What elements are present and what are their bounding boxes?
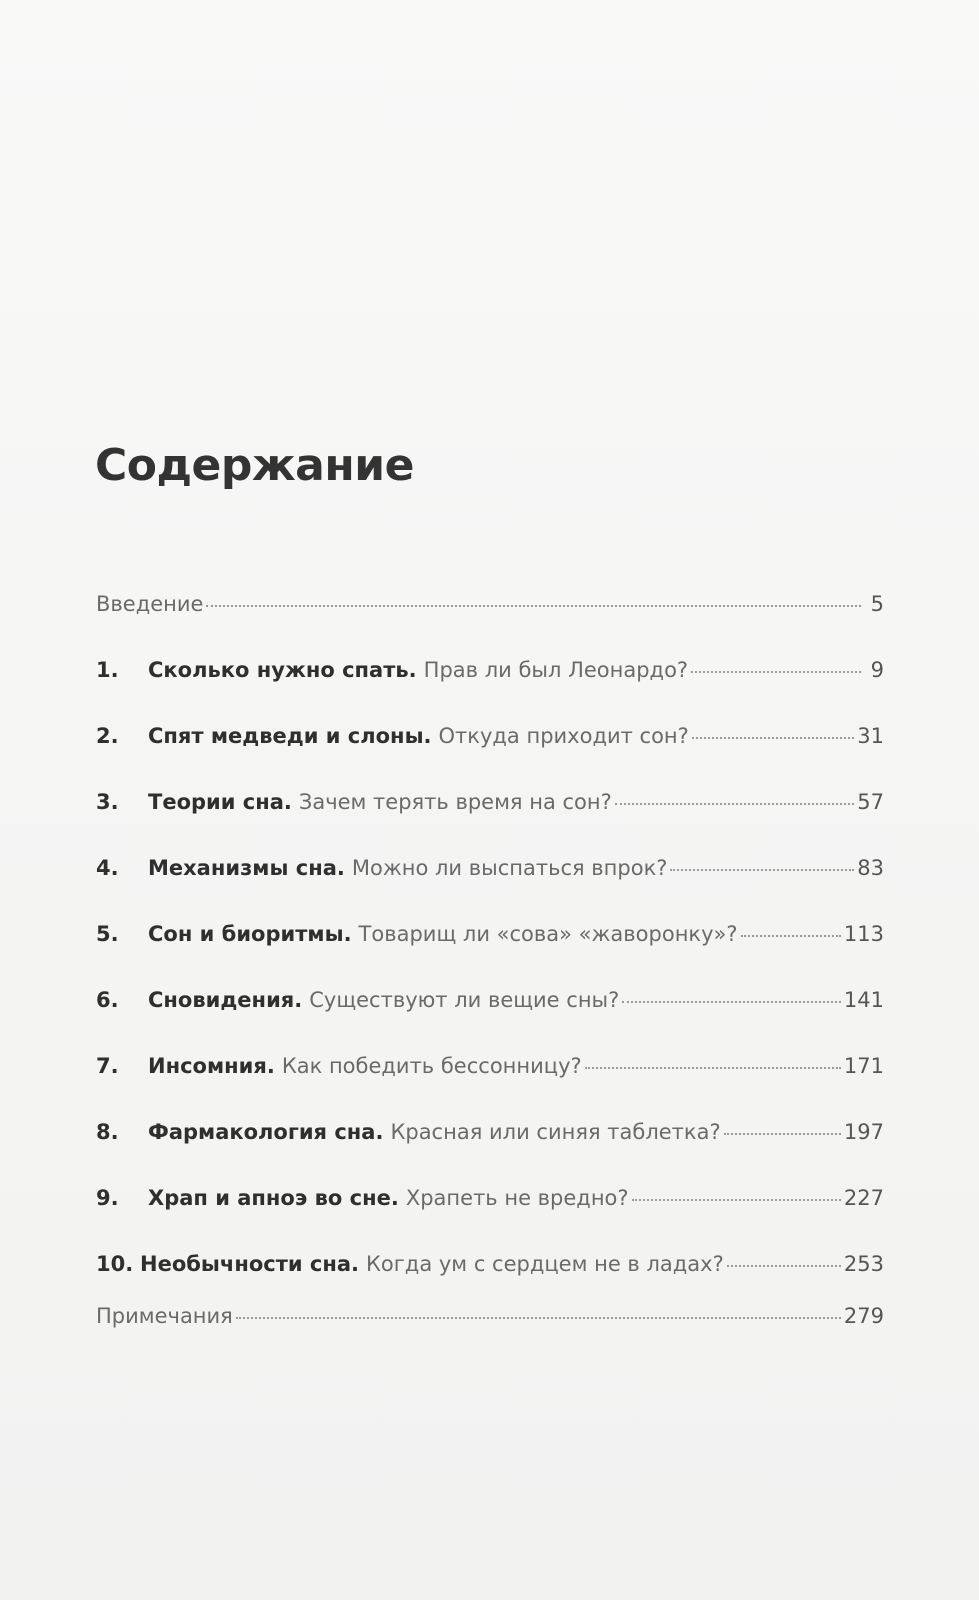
toc-entry-notes[interactable] [96,1304,884,1338]
toc-page-number: 227 [843,1186,884,1210]
toc-entry-chapter-6[interactable] [96,988,884,1022]
toc-page-number: 171 [843,1054,884,1078]
toc-page-number: 113 [843,922,884,946]
chapter-subtitle: Существуют ли вещие сны? [309,988,620,1012]
dot-leader [724,1133,841,1135]
chapter-title: Инсомния. [148,1054,275,1078]
toc-entry-intro[interactable] [96,592,884,626]
toc-entry-chapter-1[interactable] [96,658,884,692]
chapter-title: Фармакология сна. [148,1120,384,1144]
chapter-subtitle: Зачем терять время на сон? [298,790,612,814]
dot-leader [585,1067,841,1069]
dot-leader [692,737,854,739]
chapter-title: Сновидения. [148,988,303,1012]
toc-page-number: 279 [843,1304,884,1328]
chapter-number: 8. [96,1120,119,1144]
chapter-subtitle: Прав ли был Леонардо? [423,658,689,682]
chapter-subtitle: Когда ум с сердцем не в ладах? [366,1252,724,1276]
chapter-number: 5. [96,922,119,946]
toc-page-number: 5 [870,592,884,616]
dot-leader [670,869,854,871]
chapter-number: 6. [96,988,119,1012]
chapter-title: Храп и апноэ во сне. [148,1186,399,1210]
chapter-title: Механизмы сна. [148,856,345,880]
toc-entry-chapter-4[interactable] [96,856,884,890]
chapter-number: 10. [96,1252,134,1276]
dot-leader [691,671,861,673]
toc-entry-label: Введение [96,592,204,616]
chapter-subtitle: Как победить бессонницу? [281,1054,582,1078]
chapter-subtitle: Откуда приходит сон? [438,724,689,748]
toc-page-number: 9 [870,658,884,682]
dot-leader [206,605,861,607]
toc-page-number: 253 [843,1252,884,1276]
dot-leader [727,1265,841,1267]
chapter-subtitle: Красная или синяя таблетка? [390,1120,721,1144]
dot-leader [741,935,841,937]
dot-leader [236,1317,841,1319]
chapter-number: 9. [96,1186,119,1210]
chapter-title: Теории сна. [148,790,292,814]
toc-page-number: 31 [857,724,884,748]
toc-entry-chapter-2[interactable] [96,724,884,758]
chapter-number: 1. [96,658,119,682]
chapter-subtitle: Храпеть не вредно? [405,1186,629,1210]
toc-entry-chapter-3[interactable] [96,790,884,824]
dot-leader [632,1199,841,1201]
chapter-number: 7. [96,1054,119,1078]
chapter-number: 2. [96,724,119,748]
chapter-title: Спят медведи и слоны. [148,724,432,748]
toc-entry-chapter-9[interactable] [96,1186,884,1220]
chapter-title: Необычности сна. [140,1252,360,1276]
toc-entry-chapter-8[interactable] [96,1120,884,1154]
toc-page-number: 141 [843,988,884,1012]
toc-entry-chapter-10[interactable] [96,1252,884,1286]
toc-entry-chapter-7[interactable] [96,1054,884,1088]
toc-page-number: 83 [857,856,884,880]
chapter-subtitle: Товарищ ли «сова» «жаворонку»? [358,922,738,946]
toc-entry-label: Примечания [96,1304,233,1328]
toc-page-number: 57 [857,790,884,814]
dot-leader [615,803,854,805]
chapter-number: 4. [96,856,119,880]
chapter-title: Сколько нужно спать. [148,658,417,682]
chapter-subtitle: Можно ли выспаться впрок? [351,856,668,880]
chapter-number: 3. [96,790,119,814]
chapter-title: Сон и биоритмы. [148,922,352,946]
toc-page-number: 197 [843,1120,884,1144]
page-title: Содержание [95,440,414,491]
toc-entry-chapter-5[interactable] [96,922,884,956]
dot-leader [622,1001,841,1003]
